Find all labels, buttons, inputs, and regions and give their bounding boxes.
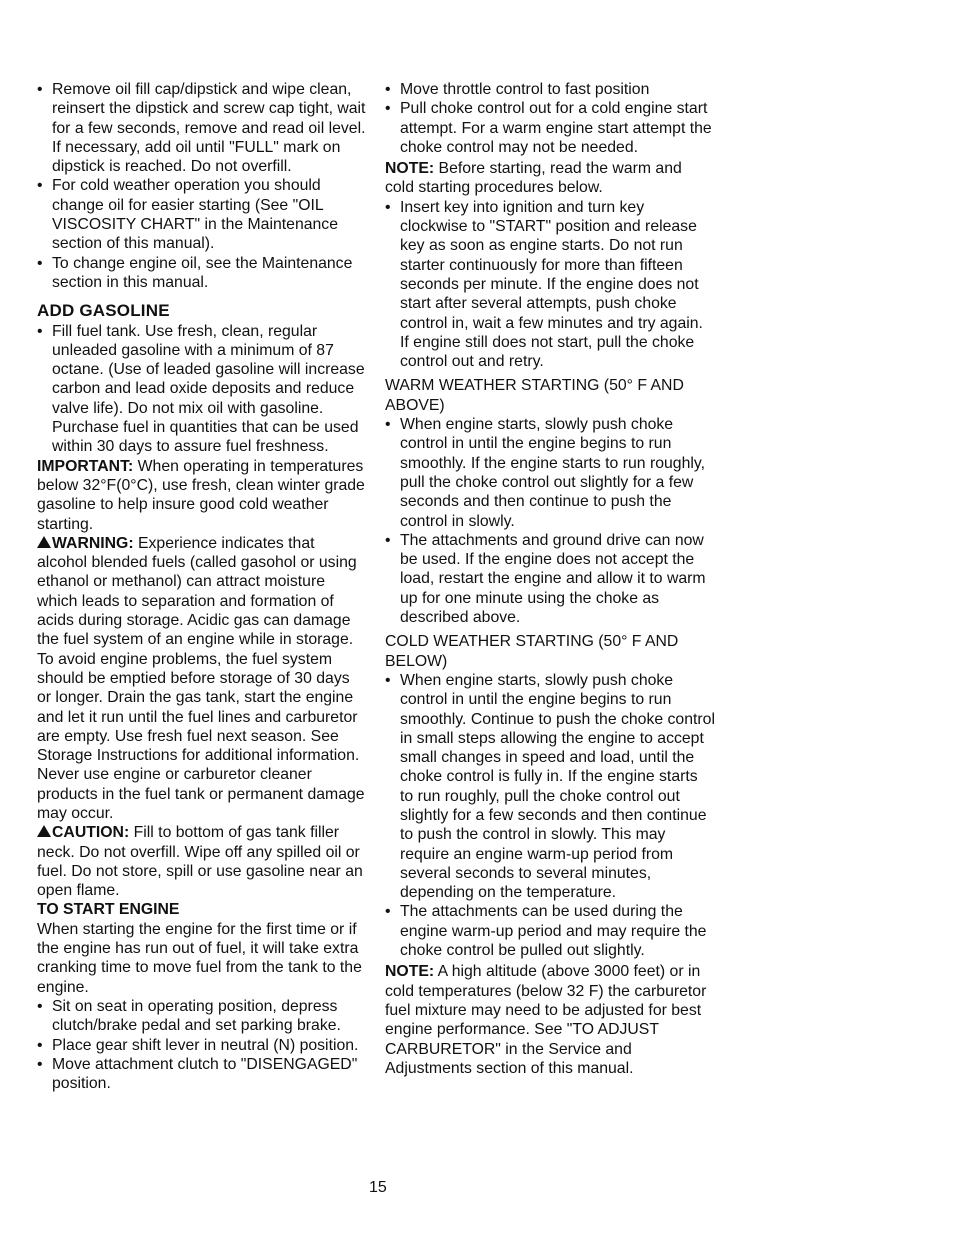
list-item: • For cold weather operation you should change oil for easier starting (See "OIL VISCOSITY CHART" in the Maintenance section of this manual). (37, 176, 367, 253)
list-item: • Move throttle control to fast position (385, 80, 715, 99)
left-column (37, 80, 367, 1093)
list-item: • Move attachment clutch to "DISENGAGED" position. (37, 1055, 367, 1094)
note-text: Before starting, read the warm and cold starting procedures below. (385, 160, 682, 197)
caution-icon (37, 825, 51, 837)
warning-label: WARNING: (52, 534, 134, 552)
gasoline-bullet-list (37, 322, 367, 457)
caution-text: Fill to bottom of gas tank filler neck. Do not overfill. Wipe off any spilled oil or fuel. Do not store, spill or use gasoline near an open flame. (37, 824, 363, 900)
note-label: NOTE: (385, 160, 435, 178)
list-item: • The attachments and ground drive can now be used. If the engine does not accept the load, restart the engine and allow it to warm up for one minute using the choke as described above. (385, 531, 715, 627)
warning-icon (37, 536, 51, 548)
list-item: • When engine starts, slowly push choke control in until the engine begins to run smoothly. Continue to push the choke control in small steps allowing the engine to accept small changes in speed and load, until the choke control is fully in. If the engine starts to run roughly, pull the choke control out slightly for a few seconds and then continue to push the control in slowly. This may require an engine warm-up period from several seconds to several minutes, depending on the temperature. (385, 671, 715, 903)
list-item: • Place gear shift lever in neutral (N) position. (37, 1036, 367, 1055)
note-text: A high altitude (above 3000 feet) or in cold temperatures (below 32 F) the carburetor fuel mixture may need to be adjusted for best engine performance. See "TO ADJUST CARBURETOR" in the Service and Adjustments section of this manual. (385, 963, 707, 1077)
note-high-altitude (385, 962, 715, 1078)
list-item: • Pull choke control out for a cold engine start attempt. For a warm engine start attempt the choke control may not be needed. (385, 99, 715, 157)
warning-paragraph (37, 534, 367, 823)
list-item: • Remove oil fill cap/dipstick and wipe clean, reinsert the dipstick and screw cap tight, wait for a few seconds, remove and read oil level. If necessary, add oil until "FULL" mark on dipstick is reached. Do not overfill. (37, 80, 367, 176)
page-number: 15 (369, 1179, 387, 1196)
list-item: • The attachments can be used during the engine warm-up period and may require the choke control be pulled out slightly. (385, 902, 715, 960)
warm-weather-heading: WARM WEATHER STARTING (50° F AND ABOVE) (385, 377, 684, 414)
add-gasoline-heading: ADD GASOLINE (37, 301, 170, 321)
list-item: • Insert key into ignition and turn key clockwise to "START" position and release key as soon as engine starts. Do not run starter continuously for more than fifteen seconds per minute. If the engine does not start after several attempts, push choke control in, wait a few minutes and try again. If engine still does not start, pull the choke control out and retry. (385, 198, 715, 372)
list-item: • When engine starts, slowly push choke control in until the engine begins to run smoothly. If the engine starts to run roughly, pull the choke control out slightly for a few seconds and then continue to push the control in slowly. (385, 415, 715, 531)
list-item: • To change engine oil, see the Maintenance section in this manual. (37, 254, 367, 293)
caution-paragraph (37, 823, 367, 900)
start-bullet-list (37, 997, 367, 1093)
list-item: • Sit on seat in operating position, depress clutch/brake pedal and set parking brake. (37, 997, 367, 1036)
start-engine-heading: TO START ENGINE (37, 901, 180, 919)
oil-bullet-list (37, 80, 367, 292)
key-bullet-list (385, 198, 715, 372)
throttle-bullet-list (385, 80, 715, 157)
cold-bullet-list (385, 671, 715, 960)
caution-label: CAUTION: (52, 824, 130, 842)
warning-text: Experience indicates that alcohol blended fuels (called gasohol or using ethanol or methanol) can attract moisture which leads to separation and formation of acids during storage. Acidic gas can damage the fuel system of an engine while in storage. To avoid engine problems, the fuel system should be emptied before storage of 30 days or longer. Drain the gas tank, start the engine and let it run until the fuel lines and carburetor are empty. Use fresh fuel next season. See Storage Instructions for additional information. Never use engine or carburetor cleaner products in the fuel tank or permanent damage may occur. (37, 534, 365, 822)
warm-bullet-list (385, 415, 715, 627)
note-label: NOTE: (385, 963, 435, 981)
important-label: IMPORTANT: (37, 457, 134, 475)
cold-weather-heading: COLD WEATHER STARTING (50° F AND BELOW) (385, 633, 679, 670)
right-column (385, 80, 715, 1078)
important-paragraph (37, 457, 367, 534)
start-engine-text: When starting the engine for the first time or if the engine has run out of fuel, it will take extra cranking time to move fuel from the tank to the engine. (37, 920, 362, 996)
important-text: When operating in temperatures below 32°F(0°C), use fresh, clean winter grade gasoline to help insure good cold weather starting. (37, 457, 365, 533)
note-before-starting (385, 159, 715, 198)
list-item: • Fill fuel tank. Use fresh, clean, regular unleaded gasoline with a minimum of 87 octane. (Use of leaded gasoline will increase carbon and lead oxide deposits and reduce valve life). Do not mix oil with gasoline. Purchase fuel in quantities that can be used within 30 days to assure fuel freshness. (37, 322, 367, 457)
